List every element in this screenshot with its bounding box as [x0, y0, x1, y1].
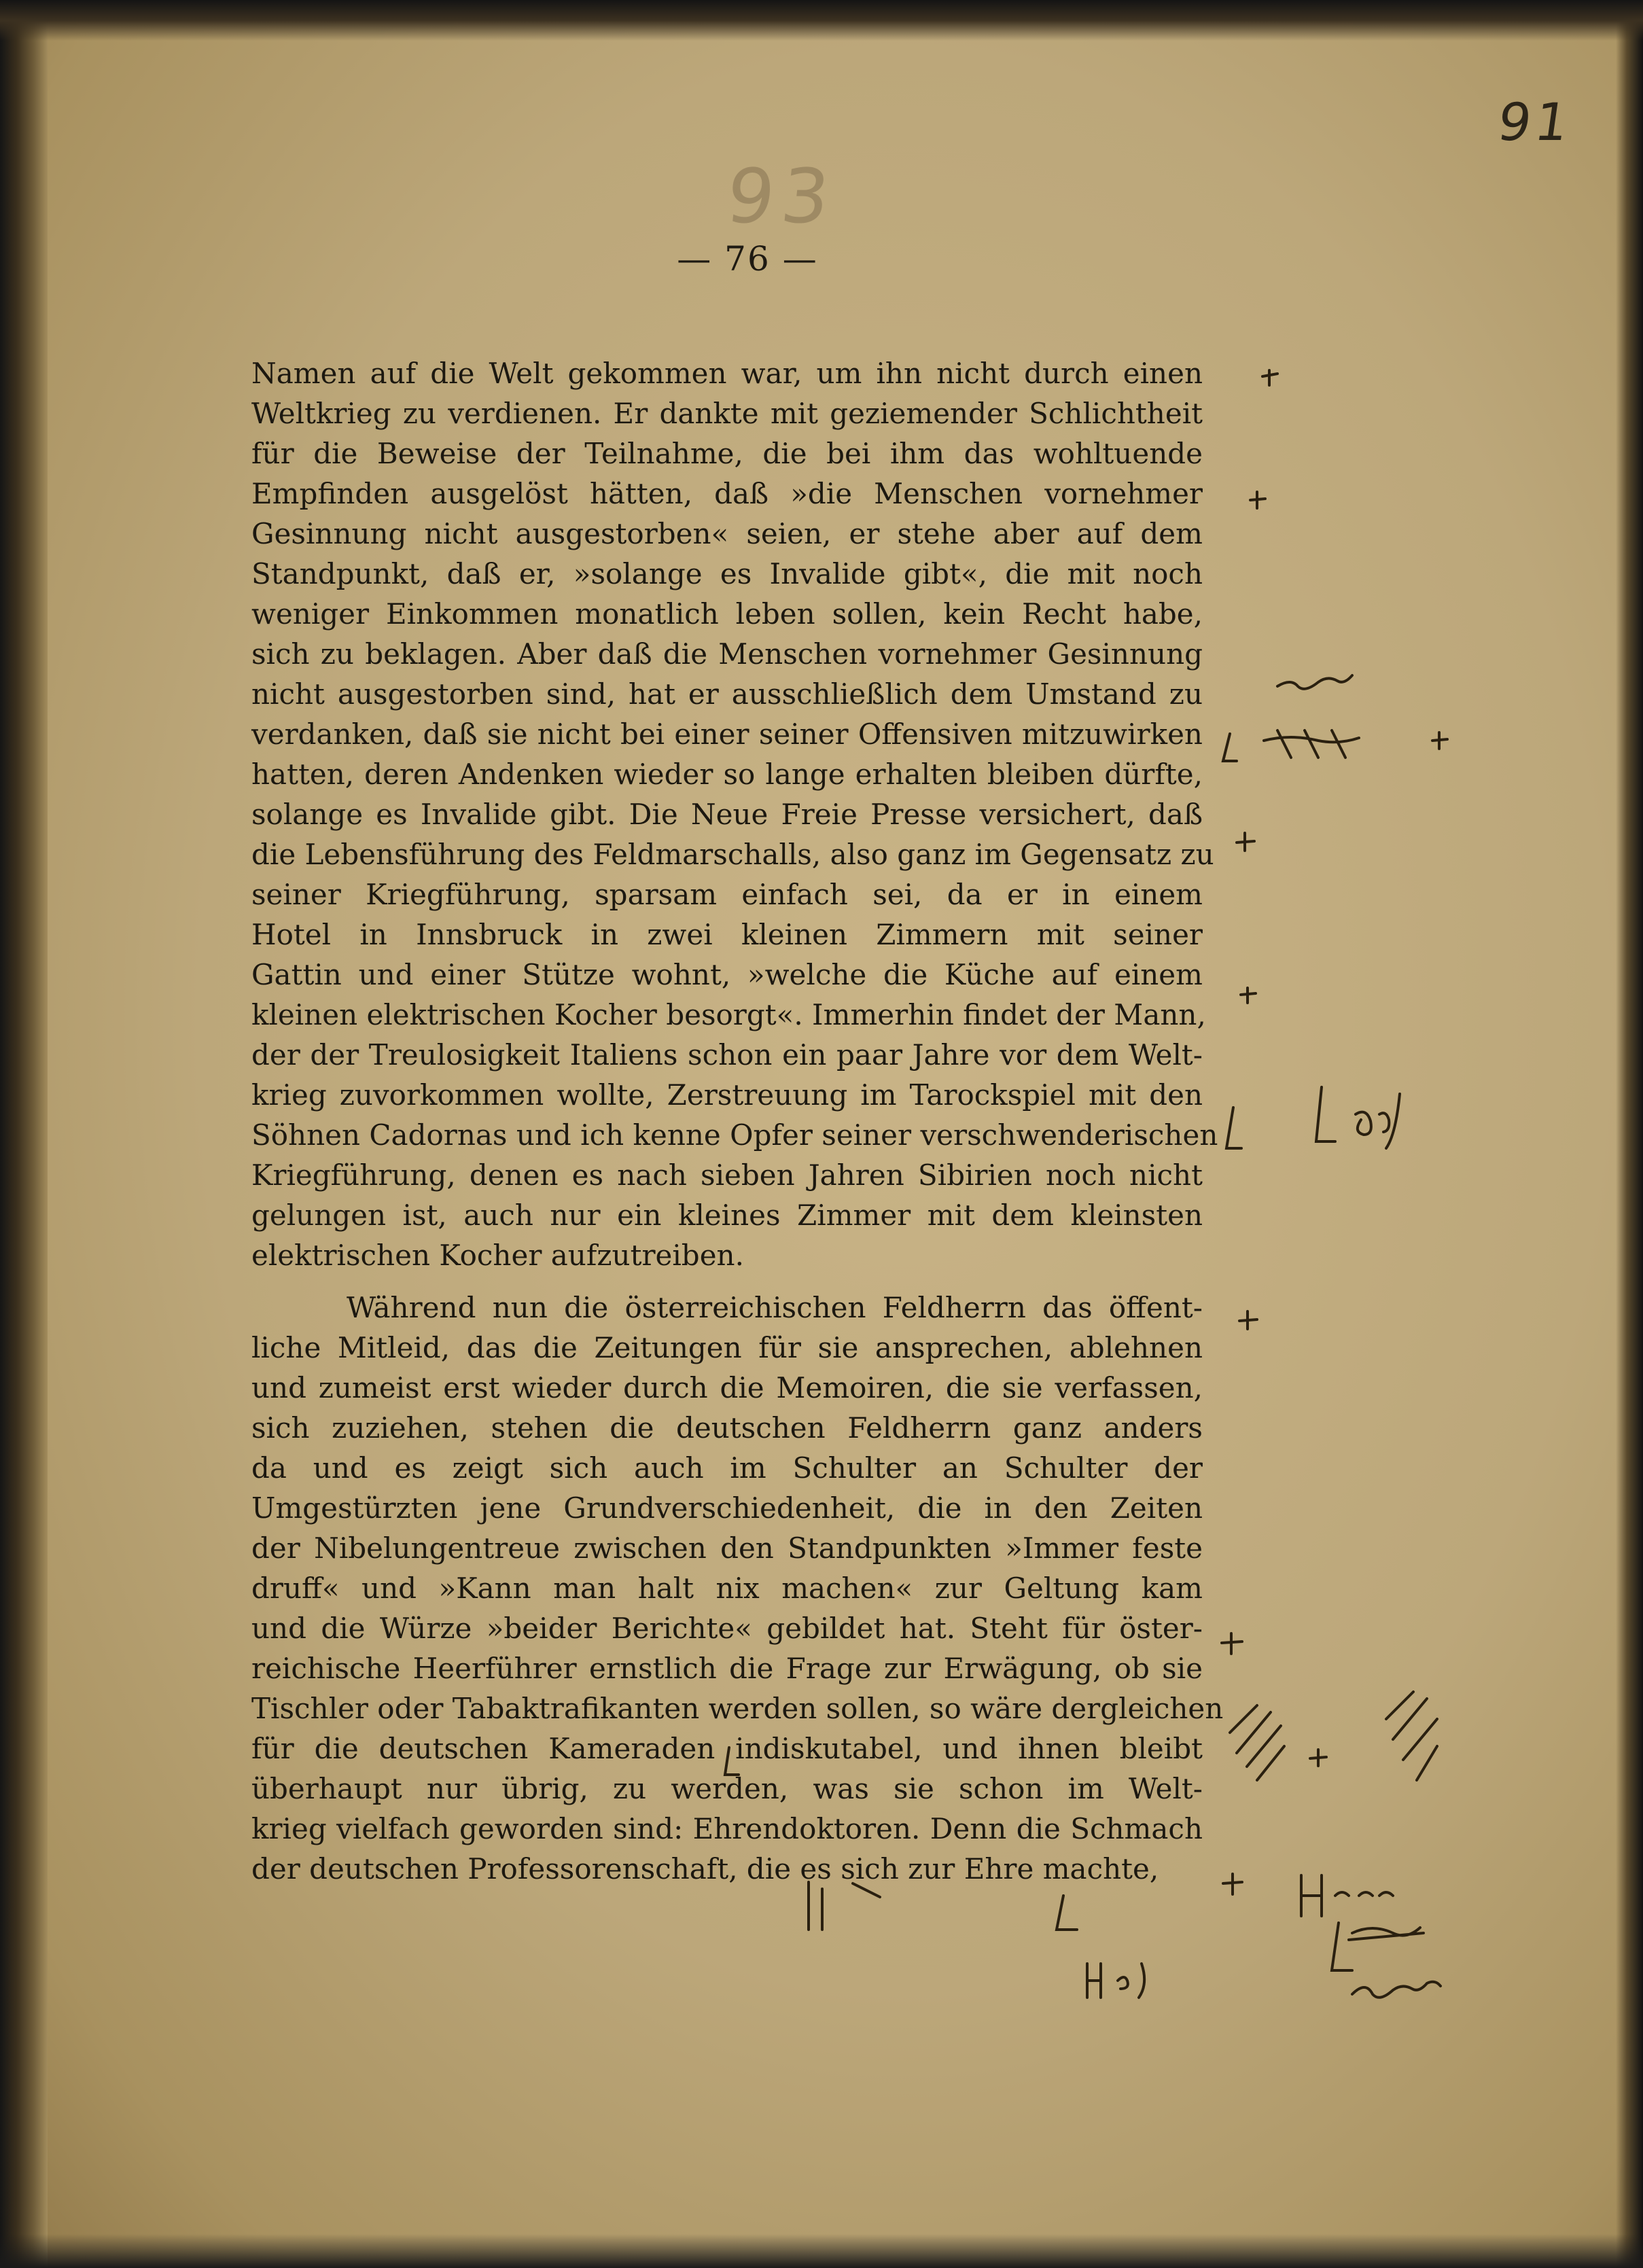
text-line: weniger Einkommen monatlich leben sollen, kein Recht habe, [251, 597, 1203, 631]
text-line: krieg vielfach geworden sind: Ehrendoktoren. Denn die Schmach [251, 1812, 1203, 1845]
margin-crossout-mark [1264, 730, 1359, 758]
text-line: Weltkrieg zu verdienen. Er dankte mit geziemender Schlichtheit [251, 397, 1203, 430]
margin-plus-mark [1239, 1311, 1257, 1329]
page-bottom-edge [0, 2234, 1643, 2268]
margin-plus-mark [1310, 1750, 1326, 1766]
text-line: Gesinnung nicht ausgestorben« seien, er stehe aber auf dem [251, 517, 1203, 550]
text-line: krieg zuvorkommen wollte, Zerstreuung im Tarockspiel mit den [251, 1078, 1203, 1112]
margin-scribble-mark [1277, 675, 1352, 689]
text-line: druff« und »Kann man halt nix machen« zur Geltung kam [251, 1572, 1203, 1605]
text-line: die Lebensführung des Feldmarschalls, also ganz im Gegensatz zu [251, 838, 1214, 871]
margin-plus-mark [1237, 833, 1254, 851]
text-line: elektrischen Kocher aufzutreiben. [251, 1239, 744, 1272]
inline-correction-mark [809, 1882, 822, 1930]
text-line: Während nun die österreichischen Feldherrn das öffent- [347, 1291, 1203, 1324]
page-top-edge [0, 0, 1643, 41]
paragraph-gap [251, 1275, 1203, 1288]
margin-crossout-mark [1349, 1928, 1424, 1940]
margin-plus-mark [1222, 1633, 1242, 1654]
margin-bracket-mark [1223, 734, 1237, 761]
text-line: Umgestürzten jene Grundverschiedenheit, die in den Zeiten [251, 1491, 1203, 1525]
text-line: da und es zeigt sich auch im Schulter an Schulter der [251, 1451, 1203, 1485]
page-right-edge [1616, 0, 1643, 2268]
pencil-folio-number: 93 [722, 153, 841, 240]
text-line: reichische Heerführer ernstlich die Frage zur Erwägung, ob sie [251, 1652, 1203, 1685]
margin-hatch-mark [1230, 1705, 1284, 1780]
page-number: — 76 — [677, 239, 818, 279]
text-line: Gattin und einer Stütze wohnt, »welche die Küche auf einem [251, 958, 1203, 991]
text-line: Namen auf die Welt gekommen war, um ihn nicht durch einen [251, 357, 1203, 390]
text-line: Hotel in Innsbruck in zwei kleinen Zimmern mit seiner [251, 918, 1203, 951]
text-line: sich zu beklagen. Aber daß die Menschen vornehmer Gesinnung [251, 637, 1203, 671]
text-line: Tischler oder Tabaktrafikanten werden sollen, so wäre dergleichen [251, 1692, 1224, 1725]
text-line: überhaupt nur übrig, zu werden, was sie schon im Welt- [251, 1772, 1203, 1805]
text-line: für die Beweise der Teilnahme, die bei ihm das wohltuende [251, 437, 1203, 470]
text-line: Standpunkt, daß er, »solange es Invalide gibt«, die mit noch [251, 557, 1203, 590]
text-line: solange es Invalide gibt. Die Neue Freie Presse versichert, daß [251, 798, 1203, 831]
margin-hatch-mark [1386, 1692, 1437, 1780]
margin-plus-mark [1250, 492, 1265, 508]
margin-plus-mark [1241, 988, 1256, 1003]
text-line: und zumeist erst wieder durch die Memoiren, die sie verfassen, [251, 1371, 1203, 1404]
archive-folio-number: 91 [1494, 92, 1576, 152]
inline-handwritten-word [1087, 1964, 1144, 1998]
margin-handwritten-word [1356, 1094, 1400, 1148]
margin-plus-mark [1223, 1874, 1242, 1894]
margin-bracket-mark [1226, 1108, 1241, 1148]
margin-plus-mark [1432, 732, 1447, 749]
text-line: sich zuziehen, stehen die deutschen Feldherrn ganz anders [251, 1411, 1203, 1445]
text-line: Kriegführung, denen es nach sieben Jahren Sibirien noch nicht [251, 1158, 1203, 1192]
text-line: der deutschen Professorenschaft, die es sich zur Ehre machte, [251, 1852, 1159, 1885]
text-line: Empfinden ausgelöst hätten, daß »die Menschen vornehmer [251, 477, 1203, 510]
body-text [251, 353, 1224, 1889]
text-line: verdanken, daß sie nicht bei einer seiner Offensiven mitzuwirken [251, 717, 1203, 751]
text-line: und die Würze »beider Berichte« gebildet hat. Steht für öster- [251, 1612, 1203, 1645]
text-line: gelungen ist, auch nur ein kleines Zimmer mit dem kleinsten [251, 1199, 1203, 1232]
margin-bracket-mark [1316, 1087, 1335, 1141]
margin-handwritten-word [1301, 1875, 1393, 1916]
text-line: nicht ausgestorben sind, hat er ausschließlich dem Umstand zu [251, 677, 1203, 711]
margin-handwritten-word [1352, 1982, 1441, 1998]
text-line: für die deutschen Kameraden indiskutabel, und ihnen bleibt [251, 1732, 1203, 1765]
text-line: hatten, deren Andenken wieder so lange erhalten bleiben dürfte, [251, 758, 1203, 791]
inline-bracket-mark [1057, 1896, 1077, 1930]
text-line: der der Treulosigkeit Italiens schon ein paar Jahre vor dem Welt- [251, 1038, 1203, 1071]
margin-plus-mark [1262, 370, 1277, 385]
book-binding-edge [0, 0, 48, 2268]
text-line: der Nibelungentreue zwischen den Standpunkten »Immer feste [251, 1531, 1203, 1565]
text-line: kleinen elektrischen Kocher besorgt«. Immerhin findet der Mann, [251, 998, 1206, 1031]
text-line: Söhnen Cadornas und ich kenne Opfer seiner verschwenderischen [251, 1118, 1218, 1152]
text-line: seiner Kriegführung, sparsam einfach sei, da er in einem [251, 878, 1203, 911]
margin-bracket-mark [1332, 1923, 1352, 1970]
text-line: liche Mitleid, das die Zeitungen für sie ansprechen, ablehnen [251, 1331, 1203, 1364]
